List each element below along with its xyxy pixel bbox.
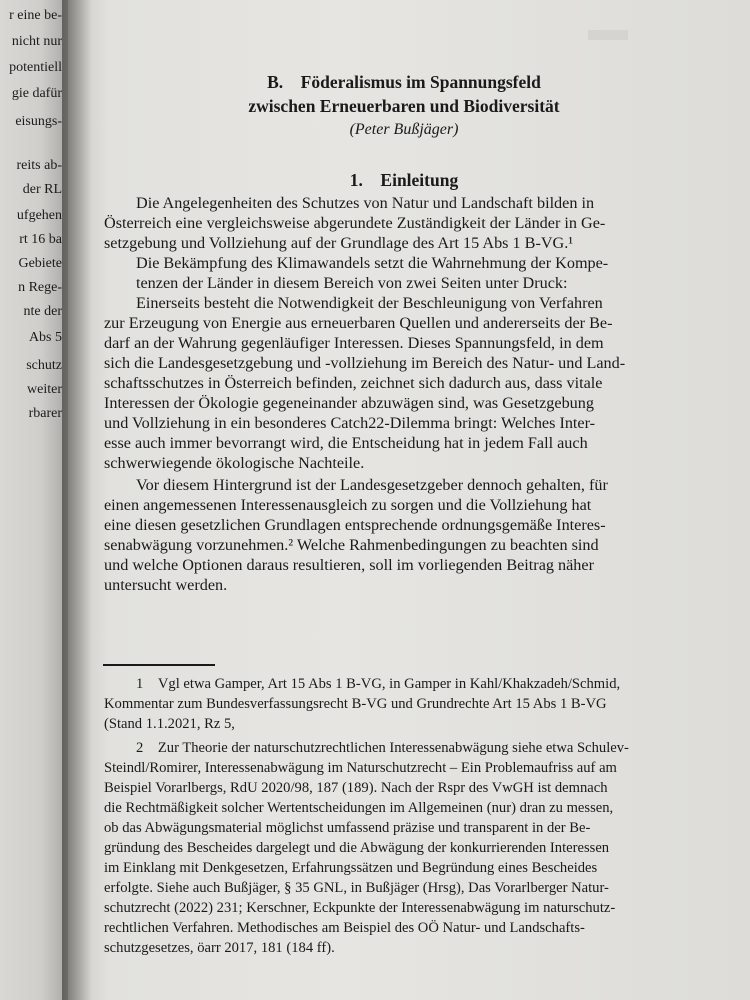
body-line: esse auch immer bevorrangt wird, die Entscheidung hat in jedem Fall auch (104, 434, 588, 452)
body-line: Österreich eine vergleichsweise abgerundete Zuständigkeit der Länder in Ge- (104, 214, 606, 232)
footnote-line: Kommentar zum Bundesverfassungsrecht B-VG und Grundrechte Art 15 Abs 1 B-VG (104, 696, 607, 712)
body-line: einen angemessenen Interessenausgleich zu sorgen und die Vollziehung hat (104, 496, 592, 514)
left-fragment: potentiell (9, 60, 62, 75)
section-title: B. Föderalismus im Spannungsfeld (267, 72, 541, 92)
book-gutter-shadow (62, 0, 92, 1000)
left-fragment: rbarer (28, 406, 62, 421)
left-fragment: rt 16 ba (19, 232, 62, 247)
left-fragment: nte der (23, 304, 62, 319)
body-line: sich die Landesgesetzgebung und -vollziehung im Bereich des Natur- und Land- (104, 354, 626, 372)
left-fragment: n Rege- (18, 280, 62, 295)
footnote-line: Beispiel Vorarlbergs, RdU 2020/98, 187 (189). Nach der Rspr des VwGH ist demnach (104, 780, 608, 796)
left-fragment: reits ab- (16, 158, 62, 173)
section-title-line-2: zwischen Erneuerbaren und Biodiversität (248, 96, 560, 116)
left-fragment: gie dafür (11, 86, 62, 101)
footnote-separator (103, 664, 215, 666)
body-line: schaftsschutzes in Österreich befinden, zeichnet sich dadurch aus, dass vitale (104, 374, 603, 392)
body-line: schwerwiegende ökologische Nachteile. (104, 454, 365, 472)
footnote-line: erfolgte. Siehe auch Bußjäger, § 35 GNL, in Bußjäger (Hrsg), Das Vorarlberger Natur- (104, 880, 609, 896)
footnote-line: 1 Vgl etwa Gamper, Art 15 Abs 1 B-VG, in Gamper in Kahl/Khakzadeh/Schmid, (136, 676, 621, 692)
left-fragment: nicht nur (11, 34, 62, 49)
body-line: tenzen der Länder in diesem Bereich von zwei Seiten unter Druck: (136, 274, 568, 292)
body-line: und welche Optionen daraus resultieren, soll im vorliegenden Beitrag näher (104, 556, 594, 574)
left-fragment: Gebiete (18, 256, 62, 271)
footnote-line: schutzgesetzes, öarr 2017, 181 (184 ff). (104, 940, 335, 956)
subsection-heading: 1. Einleitung (349, 170, 459, 190)
body-line: Die Angelegenheiten des Schutzes von Natur und Landschaft bilden in (136, 194, 595, 212)
left-fragment: weiter (27, 382, 62, 397)
left-fragment: Abs 5 (28, 330, 62, 345)
body-line: Interessen der Ökologie gegeneinander abzuwägen sind, was Gesetzgebung (104, 394, 594, 412)
body-line: Die Bekämpfung des Klimawandels setzt die Wahrnehmung der Kompe- (136, 254, 609, 272)
footnote-line: gründung des Bescheides dargelegt und die Abwägung der konkurrierenden Interessen (104, 840, 610, 856)
left-fragment: eisungs- (15, 114, 62, 129)
footnote-line: im Einklang mit Denkgesetzen, Erfahrungssätzen und Begründung eines Bescheides (104, 860, 598, 876)
body-line: Vor diesem Hintergrund ist der Landesgesetzgeber dennoch gehalten, für (136, 476, 608, 494)
previous-page-fragment (0, 0, 68, 1000)
left-fragment: schutz (26, 358, 62, 373)
body-line: und Vollziehung in ein besonderes Catch22-Dilemma bringt: Welches Inter- (104, 414, 596, 432)
body-line: Einerseits besteht die Notwendigkeit der Beschleunigung von Verfahren (136, 294, 603, 312)
footnote-line: schutzrecht (2022) 231; Kerschner, Eckpunkte der Interessenabwägung im naturschutz- (104, 900, 616, 916)
left-fragment: ufgehen (16, 208, 62, 223)
footnote-line: ob das Abwägungsmaterial möglichst umfassend präzise und transparent in der Be- (104, 820, 591, 836)
faint-running-header (588, 30, 628, 40)
footnote-line: rechtlichen Verfahren. Methodisches am Beispiel des OÖ Natur- und Landschafts- (104, 920, 585, 936)
body-line: eine diesen gesetzlichen Grundlagen entsprechende ordnungsgemäße Interes- (104, 516, 606, 534)
left-fragment: r eine be- (9, 8, 62, 23)
body-line: darf an der Wahrung gegenläufiger Interessen. Dieses Spannungsfeld, in dem (104, 334, 604, 352)
body-line: zur Erzeugung von Energie aus erneuerbaren Quellen und andererseits der Be- (104, 314, 613, 332)
section-author: (Peter Bußjäger) (349, 121, 459, 138)
body-line: senabwägung vorzunehmen.² Welche Rahmenbedingungen zu beachten sind (104, 536, 599, 554)
body-line: untersucht werden. (104, 576, 228, 594)
left-fragment: der RL (22, 182, 62, 197)
footnote-line: 2 Zur Theorie der naturschutzrechtlichen Interessenabwägung siehe etwa Schulev- (136, 740, 629, 756)
footnote-line: Steindl/Romirer, Interessenabwägung im Naturschutzrecht – Ein Problemaufriss auf am (104, 760, 617, 776)
book-page (68, 0, 750, 1000)
body-line: setzgebung und Vollziehung auf der Grundlage des Art 15 Abs 1 B-VG.¹ (104, 234, 574, 252)
footnote-line: (Stand 1.1.2021, Rz 5, (104, 716, 235, 732)
footnote-line: die Rechtmäßigkeit solcher Wertentscheidungen im Allgemeinen (nur) dran zu messen, (104, 800, 614, 816)
